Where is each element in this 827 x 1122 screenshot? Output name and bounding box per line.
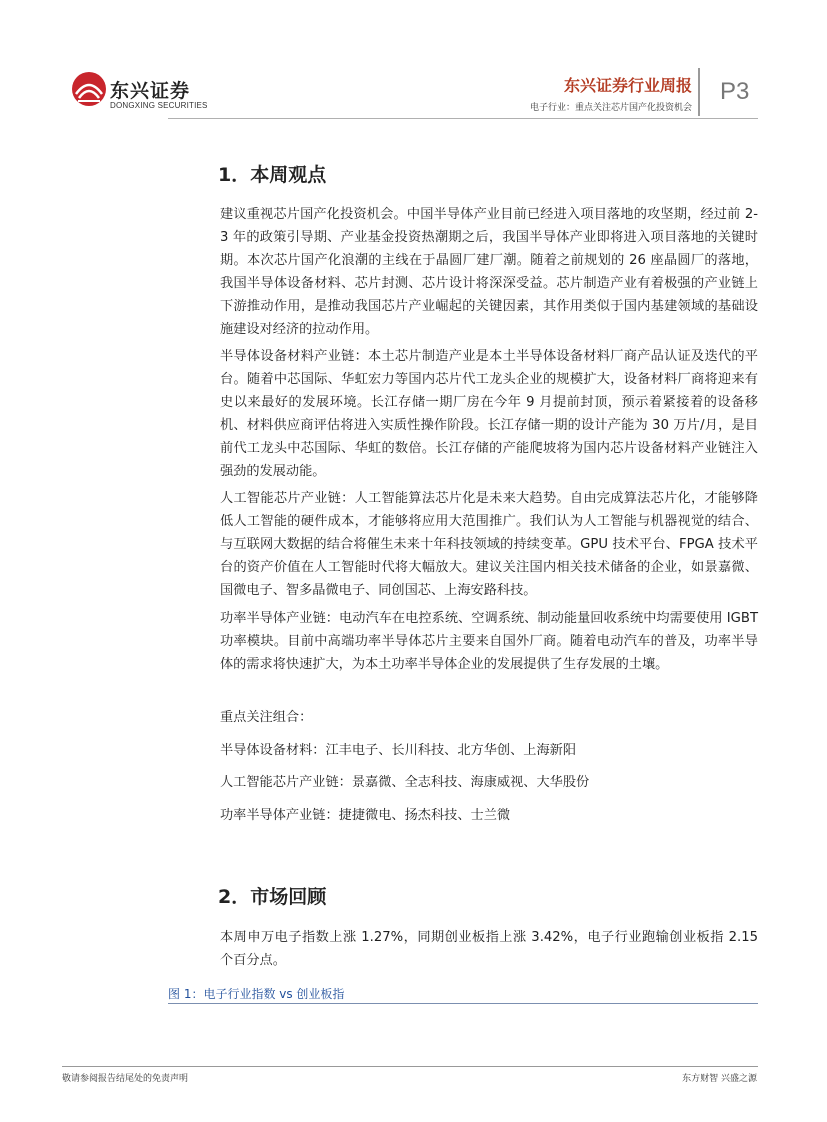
focus-ai-chip: 人工智能芯片产业链：景嘉微、全志科技、海康威视、大华股份 <box>220 775 590 790</box>
footer-rule <box>62 1066 758 1067</box>
paragraph-equipment-materials: 半导体设备材料产业链：本土芯片制造产业是本土半导体设备材料厂商产品认证及迭代的平台。随着中芯国际、华虹宏力等国内芯片代工龙头企业的规模扩大，设备材料厂商将迎来有史以来最好的发展环境。长江存储一期厂房在今年 9 月提前封顶，预示着紧接着的设备移机、材料供应商评估将进入实质性操作阶段。长江存储一期的设计产能为 30 万片/月，是目前代工龙头中芯国际、华虹的数倍。长江存储的产能爬坡将为国内芯片设备材料产业链注入强劲的发展动能。 <box>220 349 758 479</box>
report-title: 东兴证券行业周报 <box>563 76 692 95</box>
figure-title: 图 1：电子行业指数 vs 创业板指 <box>168 987 345 1001</box>
company-logo <box>70 70 210 120</box>
focus-power-semiconductor: 功率半导体产业链：捷捷微电、扬杰科技、士兰微 <box>220 808 511 823</box>
focus-equipment-materials: 半导体设备材料：江丰电子、长川科技、北方华创、上海新阳 <box>220 743 577 758</box>
footer-slogan: 东方财智 兴盛之源 <box>682 1074 757 1084</box>
logo-chinese-name: 东兴证券 <box>110 80 191 102</box>
header-rule <box>168 118 758 119</box>
report-subtitle: 电子行业：重点关注芯片国产化投资机会 <box>529 103 692 113</box>
section-heading-market-review: 2．市场回顾 <box>218 886 327 908</box>
paragraph-ai-chip: 人工智能芯片产业链：人工智能算法芯片化是未来大趋势。自由完成算法芯片化，才能够降低人工智能的硬件成本，才能够将应用大范围推广。我们认为人工智能与机器视觉的结合、与互联网大数据的结合将催生未来十年科技领域的持续变革。GPU 技术平台、FPGA 技术平台的资产价值在人工智能时代将大幅放大。建议关注国内相关技术储备的企业，如景嘉微、国微电子、智多晶微电子、同创国芯、上海安路科技。 <box>220 491 758 598</box>
focus-title: 重点关注组合： <box>220 710 313 725</box>
page-number: P3 <box>720 78 750 105</box>
header-divider <box>698 68 700 116</box>
footer-disclaimer: 敬请参阅报告结尾处的免责声明 <box>62 1074 189 1084</box>
paragraph-chip-localization: 建议重视芯片国产化投资机会。中国半导体产业目前已经进入项目落地的攻坚期，经过前 2-3 年的政策引导期、产业基金投资热潮期之后，我国半导体产业即将进入项目落地的关键时期。本次芯片国产化浪潮的主线在于晶圆厂建厂潮。随着之前规划的 26 座晶圆厂的落地，我国半导体设备材料、芯片封测、芯片设计将深深受益。芯片制造产业有着极强的产业链上下游推动作用，是推动我国芯片产业崛起的关键因素，其作用类似于国内基建领域的基础设施建设对经济的拉动作用。 <box>220 207 758 337</box>
section-heading-weekly-view: 1．本周观点 <box>218 164 327 186</box>
logo-mark-icon <box>70 70 108 108</box>
logo-english-name: DONGXING SECURITIES <box>110 101 208 110</box>
paragraph-market-review: 本周申万电子指数上涨 1.27%，同期创业板指上涨 3.42%，电子行业跑输创业板指 2.15 个百分点。 <box>220 930 758 968</box>
figure-rule <box>168 1003 758 1004</box>
paragraph-power-semiconductor: 功率半导体产业链：电动汽车在电控系统、空调系统、制动能量回收系统中均需要使用 IGBT 功率模块。目前中高端功率半导体芯片主要来自国外厂商。随着电动汽车的普及，功率半导体的需求将快速扩大，为本土功率半导体企业的发展提供了生存发展的土壤。 <box>220 611 758 672</box>
